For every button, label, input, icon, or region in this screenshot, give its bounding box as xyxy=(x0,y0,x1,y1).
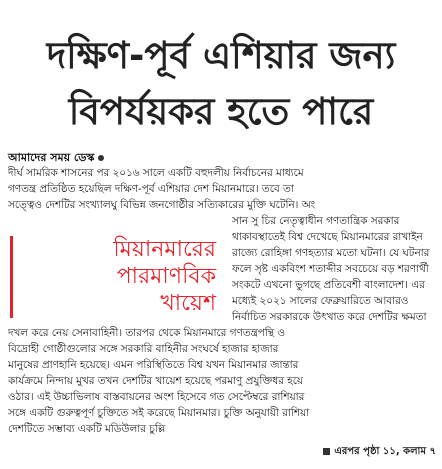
pull-quote xyxy=(10,236,222,318)
body-line: নির্বাচিত সরকারকে উৎখাত করে দেশটির ক্ষমতা xyxy=(232,311,427,323)
body-line: দীর্ঘ সামরিক শাসনের পর ২০১৬ সালে একটি বহুদলীয় নির্বাচনের মাধ্যমে xyxy=(8,167,304,179)
body-line: রাজ্যে রোহিঙ্গা গণহত্যার মতো ঘটনা। যে ঘটনার xyxy=(232,247,430,259)
continuation-note xyxy=(323,444,436,460)
article-body-top xyxy=(8,165,436,213)
byline-row xyxy=(8,150,438,166)
body-line: সান সু চির নেতৃত্বাধীন গণতান্ত্রিক সরকার xyxy=(232,215,400,227)
article-headline xyxy=(6,28,436,140)
continuation-text: এরপর পৃষ্ঠা ১১, কলাম ৭ xyxy=(334,446,436,457)
article-body-bottom xyxy=(8,325,436,437)
pull-quote-line-1: মিয়ানমারের xyxy=(113,237,216,262)
article-body-side xyxy=(232,213,436,325)
body-line: ওঠার। এই উচ্চাভিলাষ বাস্তবায়নের অংশ হিসেবে গত সেপ্টেম্বরে রাশিয়ার xyxy=(8,391,305,403)
byline: আমাদের সময় ডেস্ক xyxy=(8,151,95,164)
body-line: গণতন্ত্র প্রতিষ্ঠিত হয়েছিল দক্ষিণ-পূর্ব এশিয়ার দেশ মিয়ানমারে। তবে তা xyxy=(8,183,294,195)
body-line: মানুষের প্রাণহানি হয়েছে। এমন পরিস্থিতিতে বিশ্ব যখন মিয়ানমার জান্তার xyxy=(8,359,299,371)
body-line: দেশটিতে সম্ভাব্য একটি মডিউলার চুল্লি xyxy=(8,423,166,435)
body-line: ফলে সৃষ্ট একবিংশ শতাব্দীর সবচেয়ে বড় শরণার্থী xyxy=(232,263,429,275)
body-line: কার্যক্রমে নিন্দায় মুখর তখন দেশটির খায়েশ হয়েছে পরমাণু প্রযুক্তিধর হয়ে xyxy=(8,375,304,387)
body-line: সংকটে এখনো ভুগছে প্রতিবেশী বাংলাদেশ। এর xyxy=(232,279,425,291)
headline-line-2: বিপর্যয়কর হতে পারে xyxy=(68,90,374,133)
body-line: সঙ্গে একটি গুরুত্বপূর্ণ চুক্তিতে সই করেছে মিয়ানমার। চুক্তি অনুযায়ী রাশিয়া xyxy=(8,407,310,419)
body-line: বিদ্রোহী গোষ্ঠীগুলোর সঙ্গে সরকারি বাহিনীর সংঘর্ষে হাজার হাজার xyxy=(8,343,279,355)
square-bullet-icon xyxy=(323,448,330,455)
pull-quote-line-2: পারমাণবিক xyxy=(116,264,216,289)
body-line: সত্ত্বেও দেশটির সংখ্যালঘু বিভিন্ন জনগোষ্ঠীর সত্যিকারের মুক্তি ঘটেনি। অং xyxy=(8,199,316,211)
body-line: দখল করে নেয় সেনাবাহিনী। তারপর থেকে মিয়ানমারে গণতন্ত্রপন্থি ও xyxy=(8,327,285,339)
headline-line-1: দক্ষিণ-পূর্ব এশিয়ার জন্য xyxy=(46,34,396,77)
pull-quote-line-3: খায়েশ xyxy=(160,291,216,316)
body-line: মধ্যেই ২০২১ সালের ফেব্রুয়ারিতে আবারও xyxy=(232,295,409,307)
bullet-dot-icon xyxy=(98,155,104,161)
body-line: থাকাবস্থাতেই বিশ্ব দেখেছে মিয়ানমারের রাখাইন xyxy=(232,231,423,243)
